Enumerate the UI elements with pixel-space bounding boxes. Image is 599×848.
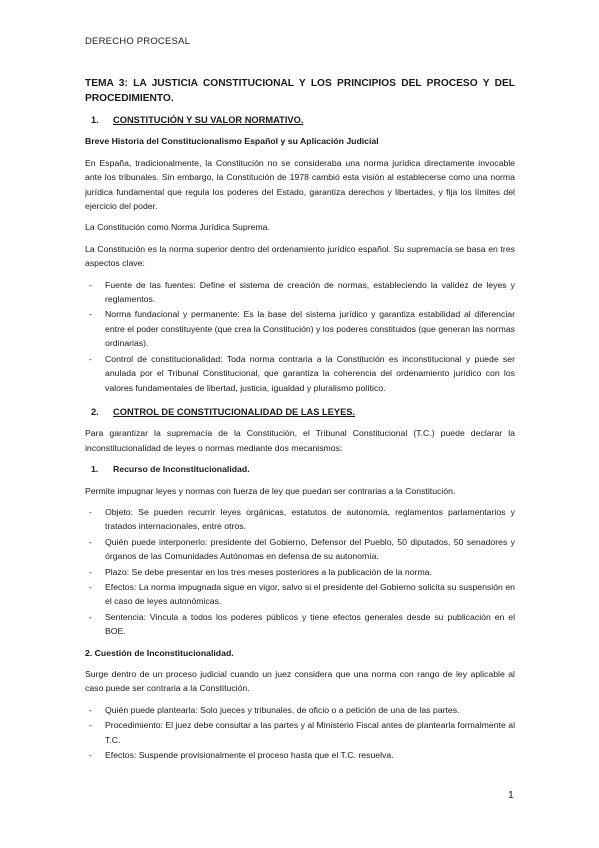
list-item: - Sentencia: Vincula a todos los poderes públicos y tiene efectos generales desde su publicación en el BOE.	[85, 610, 515, 639]
paragraph-supremacy: La Constitución es la norma superior dentro del ordenamiento jurídico español. Su supremacía se basa en tres aspectos clave:	[85, 243, 515, 269]
recurso-list	[85, 505, 515, 639]
paragraph-history: En España, tradicionalmente, la Constitución no se consideraba una norma jurídica directamente invocable ante los tribunales. Sin embargo, la Constitución de 1978 cambió esta visión al establecerse como una norma jurídica fundamental que regula los poderes del Estado, garantiza derechos y libertades, y fija los límites del ejercicio del poder.	[85, 157, 515, 212]
subheading-cuestion: 2. Cuestión de Inconstitucionalidad.	[85, 647, 234, 658]
list-item: - Plazo: Se debe presentar en los tres meses posteriores a la publicación de la norma.	[85, 565, 515, 579]
paragraph-recurso: Permite impugnar leyes y normas con fuerza de ley que puedan ser contrarias a la Constitución.	[85, 485, 456, 496]
section-1-heading	[85, 113, 515, 127]
list-item: - Quién puede plantearla: Solo jueces y tribunales, de oficio o a petición de una de las partes.	[85, 703, 515, 717]
cuestion-list	[85, 703, 515, 763]
section-2-heading	[85, 405, 515, 419]
running-header: DERECHO PROCESAL	[85, 36, 191, 47]
list-item: - Control de constitucionalidad: Toda norma contraria a la Constitución es inconstitucional y puede ser anulada por el Tribunal Constitucional, que garantiza la coherencia del ordenamiento jurídico con los valores fundamentales de libertad, justicia, igualdad y pluralismo político.	[85, 352, 515, 395]
list-item: - Quién puede interponerlo: presidente del Gobierno, Defensor del Pueblo, 50 diputados, 50 senadores y órganos de las Comunidades Autónomas en defensa de su autonomía.	[85, 535, 515, 564]
paragraph-control: Para garantizar la supremacía de la Constitución, el Tribunal Constitucional (T.C.) puede declarar la inconstitucionalidad de leyes o normas mediante dos mecanismos:	[85, 428, 515, 453]
section-1-title: CONSTITUCIÓN Y SU VALOR NORMATIVO.	[113, 115, 304, 125]
section-2-title: CONTROL DE CONSTITUCIONALIDAD DE LAS LEYES.	[113, 406, 356, 417]
list-item: - Norma fundacional y permanente: Es la base del sistema jurídico y garantiza estabilidad al diferenciar entre el poder constituyente (que crea la Constitución) y los poderes constituidos (que generan las normas ordinarias).	[85, 307, 515, 350]
list-item: - Procedimiento: El juez debe consultar a las partes y al Ministerio Fiscal antes de plantearla formalmente al T.C.	[85, 718, 515, 747]
page-number: 1	[508, 789, 514, 801]
supremacy-list	[85, 278, 515, 395]
list-item: - Fuente de las fuentes: Define el sistema de creación de normas, estableciendo la validez de leyes y reglamentos.	[85, 278, 515, 307]
section-2-number: 2.	[91, 406, 99, 417]
list-item: - Efectos: La norma impugnada sigue en vigor, salvo si el presidente del Gobierno solicita su suspensión en el caso de leyes autonómicas.	[85, 580, 515, 609]
section-1-number: 1.	[91, 115, 99, 125]
paragraph-supreme-norm: La Constitución como Norma Jurídica Suprema.	[85, 222, 270, 233]
subheading-recurso	[85, 462, 515, 476]
subheading-history: Breve Historia del Constitucionalismo Español y su Aplicación Judicial	[85, 136, 379, 147]
paragraph-cuestion: Surge dentro de un proceso judicial cuando un juez considera que una norma con rango de ley aplicable al caso puede ser contraria a la Constitución.	[85, 669, 515, 694]
page-content	[85, 76, 515, 769]
subheading-recurso-title: Recurso de Inconstitucionalidad.	[113, 464, 250, 475]
subheading-recurso-number: 1.	[91, 464, 99, 475]
list-item: - Objeto: Se pueden recurrir leyes orgánicas, estatutos de autonomía, reglamentos parlamentarios y tratados internacionales, entre otros.	[85, 505, 515, 534]
list-item: - Efectos: Suspende provisionalmente el proceso hasta que el T.C. resuelva.	[85, 748, 515, 762]
document-title: TEMA 3: LA JUSTICIA CONSTITUCIONAL Y LOS PRINCIPIOS DEL PROCESO Y DEL PROCEDIMIENTO.	[85, 78, 515, 104]
